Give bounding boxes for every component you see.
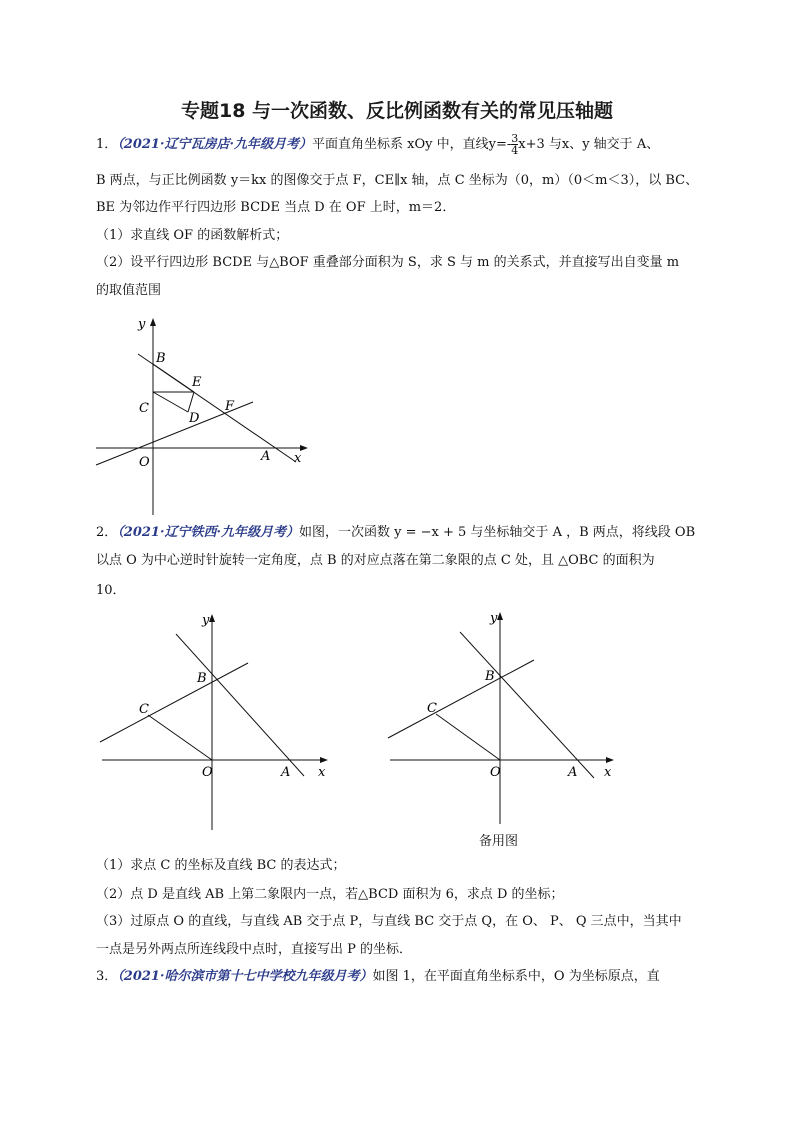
q1-part-2b: 的取值范围 — [96, 283, 162, 298]
q1-label-d: D — [189, 411, 200, 426]
q1-number: 1． — [96, 137, 118, 152]
q1-line-3: BE 为邻边作平行四边形 BCDE 当点 D 在 OF 上时，m＝2． — [96, 200, 456, 215]
q1-segment-be — [153, 364, 194, 392]
q2-part-2: （2）点 D 是直线 AB 上第二象限内一点，若△BCD 面积为 6，求点 D 的坐标； — [96, 887, 564, 902]
q2b-segment-oc — [436, 714, 500, 760]
q2-line-2: 以点 O 为中心逆时针旋转一定角度，点 B 的对应点落在第二象限的点 C 处，且 △OBC 的面积为 — [96, 553, 655, 568]
q2b-line-bc — [388, 660, 534, 738]
q1-text-1b: x+3 与x、y 轴交于 A、 — [518, 137, 660, 152]
q1-label-f: F — [225, 399, 235, 414]
q2b-x-arrow — [606, 757, 614, 763]
q1-text-1a: 平面直角坐标系 xOy 中，直线y=- — [312, 137, 512, 152]
q1-label-y: y — [138, 317, 146, 332]
q2-y-arrow — [209, 614, 215, 622]
q2-text-1: 如图，一次函数 y = −x + 5 与坐标轴交于 A ，B 两点，将线段 OB — [299, 525, 696, 540]
q1-segment-cd — [153, 392, 188, 412]
q2-label-x: x — [318, 765, 326, 780]
q2-number: 2． — [96, 525, 118, 540]
q2b-label-a: A — [568, 765, 578, 780]
q1-line-1 — [96, 133, 659, 156]
q2-source: （2021·辽宁铁西·九年级月考） — [117, 525, 300, 540]
q2-label-y: y — [202, 613, 210, 628]
q2b-label-o: O — [490, 765, 501, 780]
q1-part-1: （1）求直线 OF 的函数解析式； — [96, 228, 289, 243]
q1-label-e: E — [192, 375, 202, 390]
q1-label-a: A — [261, 449, 271, 464]
q3-source: （2021·哈尔滨市第十七中学校九年级月考） — [117, 969, 373, 984]
q2-label-a: A — [281, 765, 291, 780]
q1-y-arrow — [150, 318, 156, 326]
q1-part-2a: （2）设平行四边形 BCDE 与△BOF 重叠部分面积为 S，求 S 与 m 的关系式，并直接写出自变量 m — [96, 255, 680, 270]
q2-figure-main — [96, 608, 346, 833]
q1-label-x: x — [294, 451, 302, 466]
q3-text-1: 如图 1，在平面直角坐标系中，O 为坐标原点，直 — [372, 969, 660, 984]
q2b-label-b: B — [485, 669, 495, 684]
q2b-y-arrow — [497, 612, 503, 620]
q2-part-3a: （3）过原点 O 的直线，与直线 AB 交于点 P，与直线 BC 交于点 Q，在 O、 P、 Q 三点中，当其中 — [96, 914, 682, 929]
q1-label-c: C — [139, 401, 149, 416]
q2b-line-ab — [460, 632, 594, 778]
q3-number: 3． — [96, 969, 118, 984]
q3-line-1 — [96, 968, 660, 986]
q2-label-c: C — [139, 702, 149, 717]
page-title: 专题18 与一次函数、反比例函数有关的常见压轴题 — [180, 100, 614, 122]
q2-line-ab — [176, 634, 304, 776]
q1-label-o: O — [139, 455, 150, 470]
q2-figure-spare — [384, 606, 634, 826]
q2-segment-oc — [148, 715, 212, 760]
q1-frac-num: 3 — [511, 132, 519, 145]
q2-label-o: O — [202, 765, 213, 780]
q1-figure — [90, 310, 320, 520]
spare-figure-caption: 备用图 — [479, 834, 519, 849]
q2-part-1: （1）求点 C 的坐标及直线 BC 的表达式； — [96, 858, 346, 873]
q2-x-arrow — [320, 757, 328, 763]
q1-segment-ed — [188, 392, 194, 412]
q1-frac-den: 4 — [511, 144, 519, 157]
q1-label-b: B — [156, 351, 166, 366]
q2-line-bc — [100, 663, 248, 742]
q2-line-3: 10． — [96, 583, 126, 598]
q2-label-b: B — [197, 671, 207, 686]
q2b-label-c: C — [427, 701, 437, 716]
q2-line-1 — [96, 524, 695, 542]
q1-source: （2021·辽宁瓦房店·九年级月考） — [117, 137, 313, 152]
q1-line-2: B 两点，与正比例函数 y＝kx 的图像交于点 F，CE∥x 轴，点 C 坐标为（0，m）（0＜m＜3），以 BC、 — [96, 173, 699, 188]
q2-part-3b: 一点是另外两点所连线段中点时，直接写出 P 的坐标． — [96, 942, 413, 957]
q2b-label-x: x — [604, 765, 612, 780]
q2b-label-y: y — [490, 611, 498, 626]
